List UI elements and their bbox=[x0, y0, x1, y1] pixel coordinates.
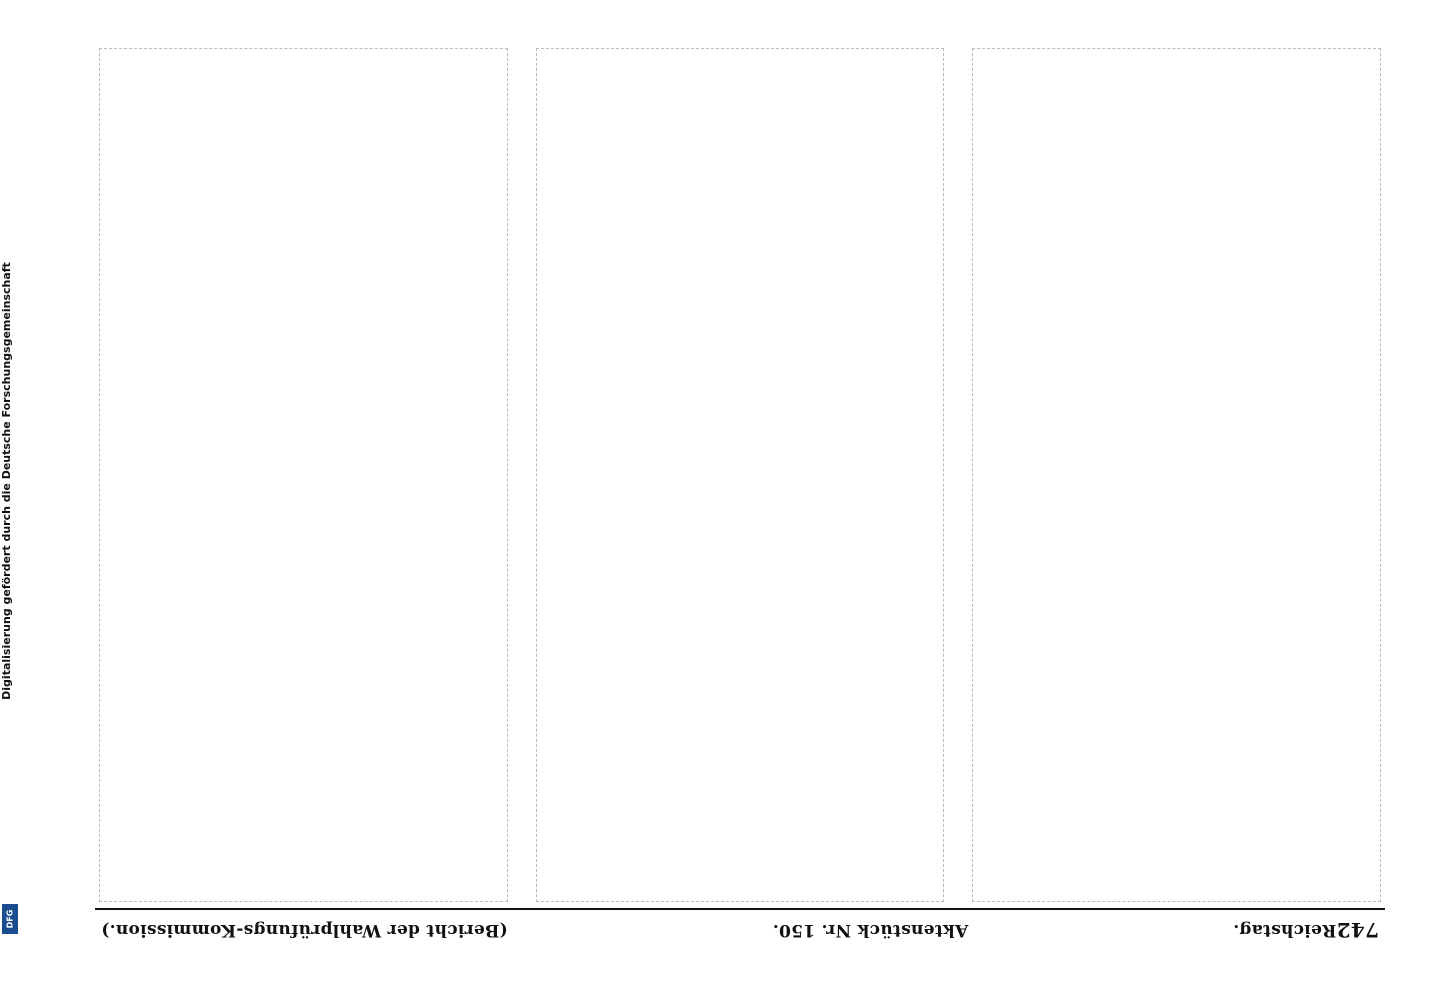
credit-text: Digitalisierung gefördert durch die Deutsche Forschungsgemeinschaft bbox=[0, 262, 13, 700]
dfg-logo-icon bbox=[2, 904, 18, 934]
dfg-logo-text: DFG bbox=[5, 909, 15, 929]
header-center: Aktenstück Nr. 150. bbox=[772, 920, 969, 940]
column-3 bbox=[99, 48, 508, 902]
page-header bbox=[95, 908, 1385, 950]
header-right: (Bericht der Wahlprüfungs-Kommission.) bbox=[101, 920, 508, 940]
scanned-page bbox=[95, 48, 1385, 950]
page-number: 742 bbox=[1336, 918, 1379, 942]
column-2 bbox=[536, 48, 945, 902]
text-columns bbox=[95, 48, 1385, 902]
column-1 bbox=[972, 48, 1381, 902]
header-left: Reichstag. bbox=[1232, 920, 1337, 940]
digitization-credit bbox=[2, 64, 18, 934]
